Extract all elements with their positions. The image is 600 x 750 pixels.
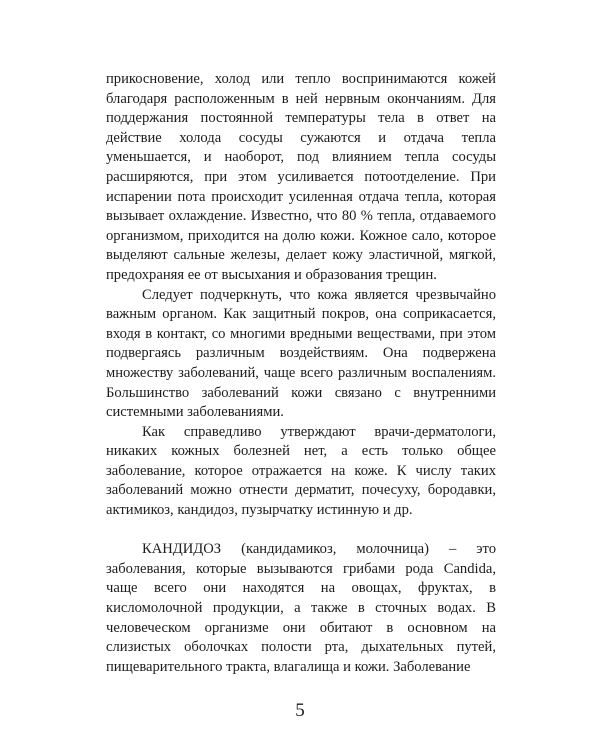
- paragraph-candidiasis: КАНДИДОЗ (кандидамикоз, молочница) – это заболевания, которые вызываются грибами рода Candida, чаще всего они находятся на овощах, фруктах, в кисломолочной продукции, а также в сточных водах. В человеческом организме они обитают в основном на слизистых оболочках полости рта, дыхательных путей, пищеварительного тракта, влагалища и кожи. Заболевание: [106, 541, 496, 675]
- paragraph-skin-importance: Следует подчеркнуть, что кожа является чрезвычайно важным органом. Как защитный покров, она соприкасается, входя в контакт, со многими вредными веществами, при этом подвергаясь различным воздействиям. Она подвержена множеству заболеваний, чаще всего различным воспалениям. Большинство заболеваний кожи связано с внутренними системными заболеваниями.: [106, 286, 496, 421]
- body-text: [106, 70, 496, 677]
- paragraph-dermatologists: Как справедливо утверждают врачи-дерматологи, никаких кожных болезней нет, а есть только общее заболевание, которое отражается на коже. К числу таких заболеваний можно отнести дерматит, почесуху, бородавки, актимикоз, кандидоз, пузырчатку истинную и др.: [106, 423, 496, 519]
- paragraph-skin-functions: прикосновение, холод или тепло воспринимаются кожей благодаря расположенным в ней нервным окончаниям. Для поддержания постоянной температуры тела в ответ на действие холода сосуды сужаются и отдача тепла уменьшается, и наоборот, под влиянием тепла сосуды расширяются, при этом усиливается потоотделение. При испарении пота происходит усиленная отдача тепла, которая вызывает охлаждение. Известно, что 80 % тепла, отдаваемого организмом, приходится на долю кожи. Кожное сало, которое выделяют сальные железы, делает кожу эластичной, мягкой, предохраняя ее от высыхания и образования трещин.: [106, 71, 496, 283]
- page-number: 5: [295, 700, 305, 721]
